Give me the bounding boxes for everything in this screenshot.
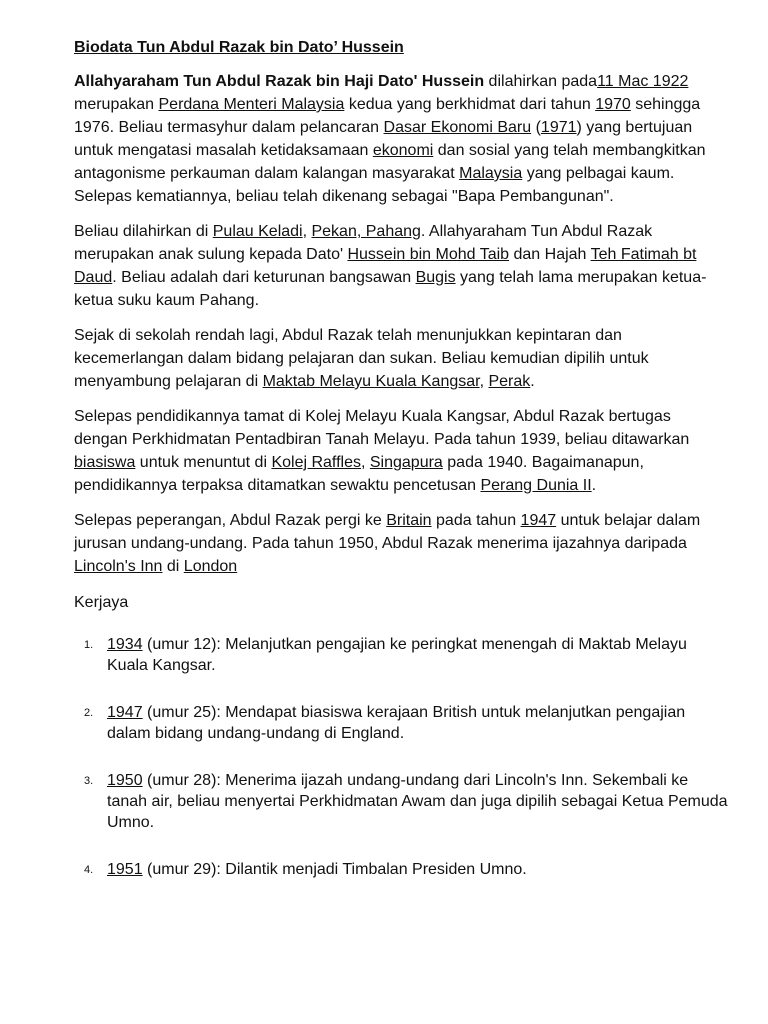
year-link[interactable]: 1947	[107, 704, 143, 721]
paragraph-text: ,	[360, 454, 370, 471]
paragraph-text: dan sosial yang telah membangkitkan antagonisme perkauman dalam kalangan masyarakat	[74, 142, 706, 182]
paragraph	[74, 509, 728, 578]
career-item	[74, 859, 728, 880]
text-link[interactable]: Maktab Melayu Kuala Kangsar	[262, 373, 480, 390]
paragraph-text: yang telah lama merupakan ketua-ketua suku kaum Pahang.	[74, 269, 707, 309]
career-list	[74, 634, 728, 880]
career-heading: Kerjaya	[74, 594, 129, 611]
text-link[interactable]: Bugis	[415, 269, 456, 286]
text-link[interactable]: Lincoln's Inn	[74, 558, 163, 575]
year-link[interactable]: 1951	[107, 861, 143, 878]
paragraph-text: pada tahun	[431, 512, 521, 529]
career-text: (umur 25): Mendapat biasiswa kerajaan British untuk melanjutkan pengajian dalam bidang undang-undang di England.	[107, 704, 686, 742]
text-link[interactable]: London	[183, 558, 238, 575]
biography-body	[74, 70, 728, 578]
paragraph	[74, 220, 728, 312]
career-text: (umur 29): Dilantik menjadi Timbalan Presiden Umno.	[142, 861, 527, 878]
list-number: 1.	[84, 639, 94, 651]
text-link[interactable]: Perak	[488, 373, 531, 390]
text-link[interactable]: Pekan, Pahang	[311, 223, 421, 240]
paragraph-text: ) yang bertujuan untuk mengatasi masalah ketidaksamaan	[74, 119, 693, 159]
paragraph	[74, 70, 728, 208]
career-text: (umur 28): Menerima ijazah undang-undang dari Lincoln's Inn. Sekembali ke tanah air, beliau menyertai Perkhidmatan Awam dan juga dipilih sebagai Ketua Pemuda Umno.	[107, 772, 728, 831]
paragraph-text: merupakan	[74, 96, 159, 113]
year-link[interactable]: 1934	[107, 636, 143, 653]
text-link[interactable]: biasiswa	[74, 454, 136, 471]
paragraph	[74, 405, 728, 497]
paragraph-text: sehingga 1976. Beliau termasyhur dalam pelancaran	[74, 96, 701, 136]
text-link[interactable]: Perang Dunia II	[480, 477, 592, 494]
paragraph-text: dilahirkan pada	[484, 73, 598, 90]
career-item	[74, 702, 728, 744]
text-link[interactable]: ekonomi	[372, 142, 434, 159]
paragraph-text: untuk menuntut di	[135, 454, 272, 471]
paragraph-text: di	[162, 558, 184, 575]
paragraph	[74, 324, 728, 393]
paragraph-text: Selepas peperangan, Abdul Razak pergi ke	[74, 512, 387, 529]
year-link[interactable]: 1950	[107, 772, 143, 789]
paragraph-text: Beliau dilahirkan di	[74, 223, 213, 240]
text-link[interactable]: Hussein bin Mohd Taib	[347, 246, 510, 263]
text-link[interactable]: Britain	[386, 512, 432, 529]
career-item	[74, 634, 728, 676]
document-title: Biodata Tun Abdul Razak bin Dato’ Hussein	[74, 39, 404, 56]
text-link[interactable]: 1970	[595, 96, 631, 113]
paragraph-text: .	[530, 373, 535, 390]
text-link[interactable]: 1947	[520, 512, 557, 529]
bold-name: Allahyaraham Tun Abdul Razak bin Haji Dato' Hussein	[74, 73, 485, 90]
paragraph-text: (	[531, 119, 541, 136]
paragraph-text: pada 1940. Bagaimanapun, pendidikannya terpaksa ditamatkan sewaktu pencetusan	[74, 454, 644, 494]
career-text: (umur 12): Melanjutkan pengajian ke peringkat menengah di Maktab Melayu Kuala Kangsar.	[107, 636, 687, 674]
career-item	[74, 770, 728, 833]
text-link[interactable]: Pulau Keladi	[212, 223, 303, 240]
text-link[interactable]: Teh Fatimah bt Daud	[74, 246, 697, 286]
text-link[interactable]: 1971	[540, 119, 577, 136]
paragraph-text: untuk belajar dalam jurusan undang-undang. Pada tahun 1950, Abdul Razak menerima ijazahnya daripada	[74, 512, 701, 552]
paragraph-text: ,	[479, 373, 489, 390]
paragraph-text: . Beliau adalah dari keturunan bangsawan	[112, 269, 416, 286]
list-number: 3.	[84, 775, 94, 787]
paragraph-text: ,	[302, 223, 312, 240]
text-link[interactable]: Perdana Menteri Malaysia	[158, 96, 345, 113]
paragraph-text: Sejak di sekolah rendah lagi, Abdul Razak telah menunjukkan kepintaran dan kecemerlangan dalam bidang pelajaran dan sukan. Beliau kemudian dipilih untuk menyambung pelajaran di	[74, 327, 649, 390]
paragraph-text: dan Hajah	[509, 246, 591, 263]
text-link[interactable]: Kolej Raffles	[271, 454, 361, 471]
paragraph-text: yang pelbagai kaum. Selepas kematiannya, beliau telah dikenang sebagai "Bapa Pembangunan".	[74, 165, 675, 205]
paragraph-text: .	[591, 477, 597, 494]
paragraph-text: kedua yang berkhidmat dari tahun	[344, 96, 596, 113]
text-link[interactable]: Dasar Ekonomi Baru	[383, 119, 532, 136]
paragraph-text: Selepas pendidikannya tamat di Kolej Melayu Kuala Kangsar, Abdul Razak bertugas dengan Perkhidmatan Pentadbiran Tanah Melayu. Pada tahun 1939, beliau ditawarkan	[74, 408, 690, 448]
list-number: 4.	[84, 864, 94, 876]
text-link[interactable]: Singapura	[369, 454, 443, 471]
list-number: 2.	[84, 707, 94, 719]
paragraph-text: . Allahyaraham Tun Abdul Razak merupakan anak sulung kepada Dato'	[74, 223, 653, 263]
text-link[interactable]: 11 Mac 1922	[597, 73, 689, 90]
text-link[interactable]: Malaysia	[459, 165, 523, 182]
